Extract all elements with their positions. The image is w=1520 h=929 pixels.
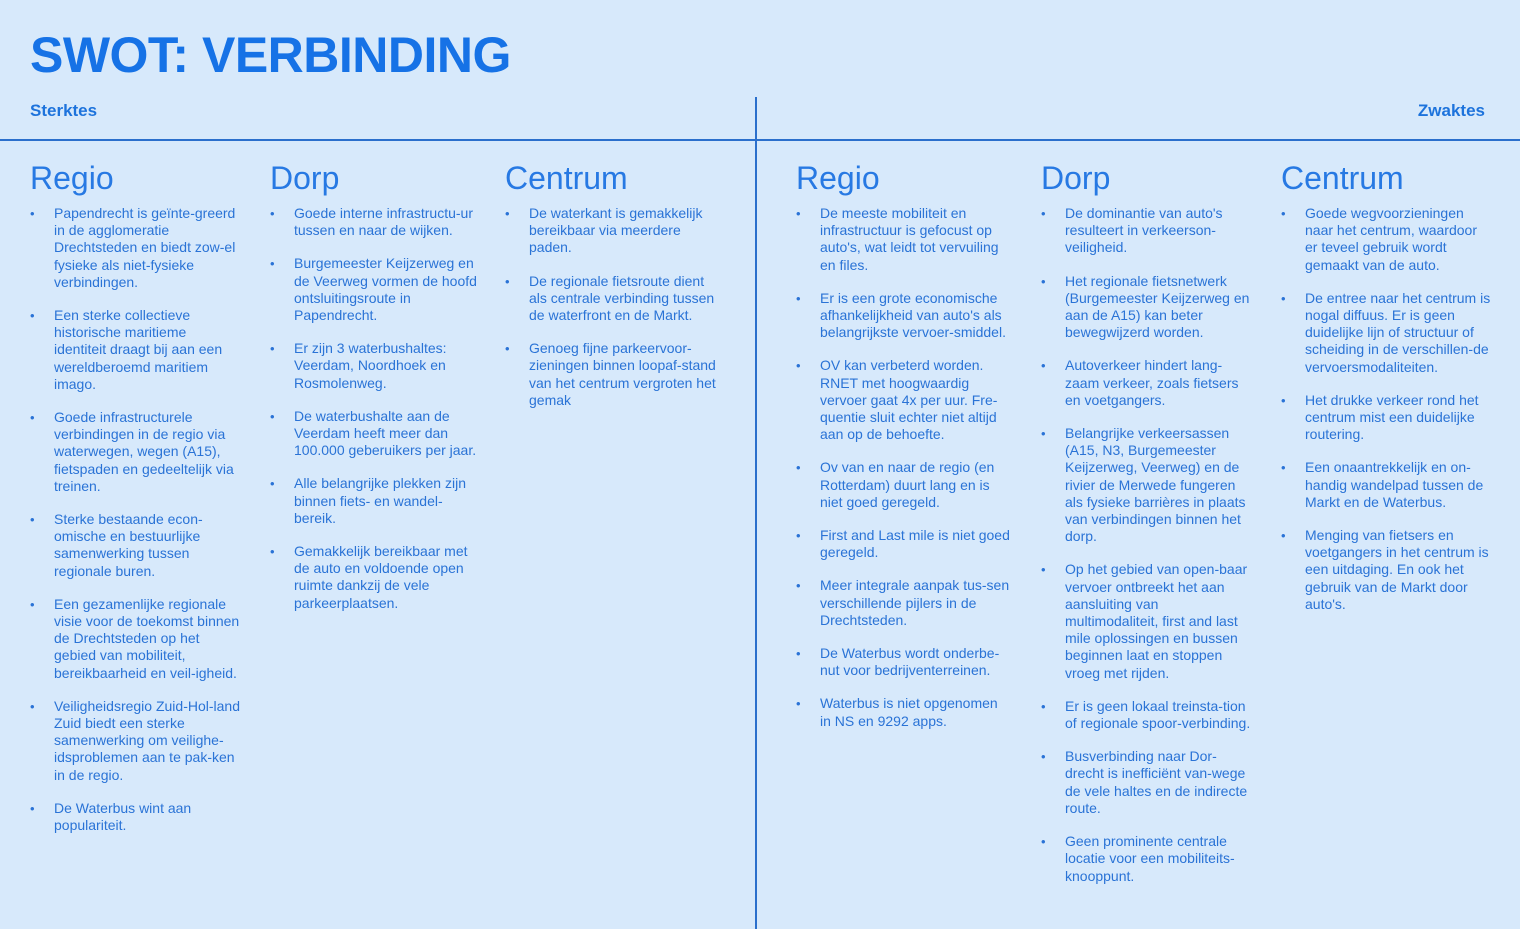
list-item — [30, 307, 242, 393]
list-item-text: De regionale fietsroute dient als centrale verbinding tussen de waterfront en de Markt. — [529, 272, 715, 324]
bullet-icon: • — [505, 341, 510, 357]
list-item-text: De waterbushalte aan de Veerdam heeft meer dan 100.000 geberuikers per jaar. — [294, 407, 477, 459]
column-heading: Centrum — [1281, 160, 1404, 196]
list-item-text: Belangrijke verkeersassen (A15, N3, Burgemeester Keijzerweg, Veerweg) en de rivier de Merwede fungeren als fysieke barrières in plaats van verbindingen binnen het dorp. — [1065, 425, 1246, 545]
list-item-text: De dominantie van auto's resulteert in verkeerson-veiligheid. — [1065, 205, 1223, 256]
list-item-text: Goede wegvoorzieningen naar het centrum, waardoor er teveel gebruik wordt gemaakt van de auto. — [1305, 205, 1477, 273]
list-item — [1281, 527, 1491, 613]
list-item — [1281, 459, 1491, 511]
list-item — [796, 459, 1011, 511]
bullet-icon: • — [1281, 460, 1286, 476]
list-item-text: Waterbus is niet opgenomen in NS en 9292 apps. — [820, 695, 998, 729]
column-zwaktes-dorp — [1041, 158, 1253, 901]
list-item — [505, 273, 720, 325]
list-item — [1041, 698, 1253, 732]
horizontal-divider — [0, 139, 1520, 141]
bullet-icon: • — [796, 460, 801, 476]
bullet-icon: • — [1281, 206, 1286, 221]
list-item — [1041, 357, 1253, 409]
bullet-icon: • — [30, 206, 35, 221]
column-heading: Dorp — [1041, 160, 1111, 196]
list-item — [270, 205, 480, 239]
list-item-text: Een onaantrekkelijk en on-handig wandelpad tussen de Markt en de Waterbus. — [1305, 459, 1484, 510]
bullet-icon: • — [30, 698, 35, 714]
bullet-icon: • — [1041, 206, 1046, 221]
bullet-list — [796, 205, 1011, 730]
section-label-zwaktes: Zwaktes — [1417, 101, 1485, 120]
list-item — [796, 645, 1011, 679]
list-item — [1041, 425, 1253, 545]
list-item — [30, 596, 242, 682]
list-item — [1041, 561, 1253, 681]
list-item-text: Goede infrastructurele verbindingen in de regio via waterwegen, wegen (A15), fietspaden en gedeeltelijk via treinen. — [54, 409, 234, 494]
bullet-icon: • — [1041, 358, 1046, 374]
list-item — [30, 698, 242, 784]
column-zwaktes-centrum — [1281, 158, 1491, 629]
bullet-icon: • — [1041, 749, 1046, 765]
bullet-icon: • — [796, 528, 801, 544]
bullet-list — [505, 205, 720, 409]
list-item-text: Burgemeester Keijzerweg en de Veerweg vormen de hoofd ontsluitingsroute in Papendrecht. — [294, 255, 477, 324]
column-sterktes-centrum — [505, 158, 720, 425]
bullet-icon: • — [796, 646, 801, 662]
bullet-icon: • — [1041, 426, 1046, 442]
bullet-list — [270, 205, 480, 612]
list-item-text: Goede interne infrastructu-ur tussen en naar de wijken. — [294, 205, 473, 239]
bullet-icon: • — [30, 800, 35, 816]
list-item-text: Busverbinding naar Dor-drecht is inefficiënt van-wege de vele haltes en de indirecte route. — [1065, 748, 1248, 816]
list-item — [1041, 205, 1253, 257]
bullet-icon: • — [1281, 392, 1286, 408]
list-item-text: Autoverkeer hindert lang-zaam verkeer, zoals fietsers en voetgangers. — [1065, 357, 1239, 408]
list-item-text: Meer integrale aanpak tus-sen verschillende pijlers in de Drechtsteden. — [820, 577, 1010, 628]
list-item-text: De waterkant is gemakkelijk bereikbaar via meerdere paden. — [529, 205, 703, 256]
list-item-text: Een gezamenlijke regionale visie voor de toekomst binnen de Drechtsteden op het gebied van mobiliteit, bereikbaarheid en veil-igheid. — [54, 595, 240, 681]
list-item — [796, 527, 1011, 561]
list-item — [1281, 290, 1491, 376]
list-item-text: Gemakkelijk bereikbaar met de auto en voldoende open ruimte dankzij de vele parkeerplaatsen. — [294, 543, 468, 611]
list-item — [1281, 392, 1491, 444]
list-item-text: Een sterke collectieve historische maritieme identiteit draagt bij aan een wereldberoemd maritiem imago. — [54, 307, 223, 392]
vertical-divider — [755, 97, 757, 929]
list-item — [30, 205, 242, 291]
column-sterktes-dorp — [270, 158, 480, 628]
list-item — [30, 511, 242, 580]
list-item — [796, 205, 1011, 274]
bullet-icon: • — [505, 206, 510, 221]
list-item — [270, 543, 480, 612]
bullet-list — [1041, 205, 1253, 885]
bullet-icon: • — [796, 696, 801, 712]
list-item-text: Er zijn 3 waterbushaltes: Veerdam, Noordhoek en Rosmolenweg. — [294, 340, 447, 391]
list-item-text: Veiligheidsregio Zuid-Hol-land Zuid biedt een sterke samenwerking om veilighe-idsproblemen aan te pak-ken in de regio. — [54, 697, 240, 783]
list-item-text: Er is geen lokaal treinsta-tion of regionale spoor-verbinding. — [1065, 697, 1251, 732]
bullet-icon: • — [270, 476, 275, 492]
bullet-icon: • — [796, 206, 801, 221]
list-item — [270, 340, 480, 392]
column-heading: Regio — [796, 160, 880, 196]
bullet-icon: • — [796, 290, 801, 306]
list-item — [1281, 205, 1491, 274]
bullet-icon: • — [505, 273, 510, 289]
list-item — [270, 255, 480, 324]
column-heading: Dorp — [270, 160, 340, 196]
column-zwaktes-regio — [796, 158, 1011, 746]
list-item — [1041, 833, 1253, 885]
bullet-icon: • — [30, 596, 35, 612]
list-item-text: Sterke bestaande econ-omische en bestuurlijke samenwerking tussen regionale buren. — [54, 511, 203, 579]
bullet-icon: • — [1041, 698, 1046, 714]
list-item — [796, 290, 1011, 342]
bullet-icon: • — [30, 308, 35, 324]
list-item-text: Op het gebied van open-baar vervoer ontbreekt het aan aansluiting van multimodaliteit, first and last mile oplossingen en bussen beginnen laat en stoppen vroeg met rijden. — [1065, 561, 1248, 681]
list-item-text: Menging van fietsers en voetgangers in het centrum is een uitdaging. En ook het gebruik van de Markt door auto's. — [1305, 527, 1489, 612]
list-item — [796, 577, 1011, 629]
list-item-text: First and Last mile is niet goed geregeld. — [820, 527, 1010, 561]
bullet-list — [1281, 205, 1491, 613]
list-item — [505, 340, 720, 409]
bullet-icon: • — [30, 512, 35, 528]
column-sterktes-regio — [30, 158, 242, 850]
bullet-icon: • — [270, 341, 275, 357]
list-item — [796, 357, 1011, 443]
list-item-text: Alle belangrijke plekken zijn binnen fiets- en wandel-bereik. — [294, 475, 466, 526]
list-item — [505, 205, 720, 257]
list-item-text: Papendrecht is geïnte-greerd in de agglomeratie Drechtsteden en biedt zow-el fysieke als niet-fysieke verbindingen. — [54, 205, 236, 290]
list-item-text: De Waterbus wint aan populariteit. — [54, 799, 192, 834]
list-item — [1041, 748, 1253, 817]
list-item-text: Ov van en naar de regio (en Rotterdam) duurt lang en is niet goed geregeld. — [820, 459, 995, 510]
bullet-icon: • — [270, 206, 275, 221]
bullet-icon: • — [270, 256, 275, 272]
page-title: SWOT: VERBINDING — [30, 27, 511, 83]
list-item-text: OV kan verbeterd worden. RNET met hoogwaardig vervoer gaat 4x per uur. Fre-quentie sluit echter niet altijd aan op de behoefte. — [820, 357, 998, 443]
list-item-text: De Waterbus wordt onderbe-nut voor bedrijventerreinen. — [820, 645, 1000, 679]
list-item-text: Het drukke verkeer rond het centrum mist een duidelijke routering. — [1305, 391, 1479, 443]
list-item — [270, 475, 480, 527]
column-heading: Centrum — [505, 160, 628, 196]
bullet-icon: • — [796, 358, 801, 374]
bullet-icon: • — [1041, 834, 1046, 850]
list-item — [1041, 273, 1253, 342]
list-item-text: De entree naar het centrum is nogal diffuus. Er is geen duidelijke lijn of structuur of scheiding in de verschillen-de vervoersmodaliteiten. — [1305, 289, 1491, 375]
bullet-icon: • — [30, 410, 35, 426]
list-item — [30, 800, 242, 834]
list-item — [30, 409, 242, 495]
list-item — [270, 408, 480, 460]
list-item-text: De meeste mobiliteit en infrastructuur is gefocust op auto's, wat leidt tot vervuiling en files. — [820, 205, 999, 273]
list-item-text: Geen prominente centrale locatie voor een mobiliteits-knooppunt. — [1065, 833, 1235, 884]
bullet-icon: • — [1041, 273, 1046, 289]
bullet-icon: • — [796, 578, 801, 594]
list-item-text: Het regionale fietsnetwerk (Burgemeester Keijzerweg en aan de A15) kan beter bewegwijzerd worden. — [1065, 272, 1250, 341]
section-label-sterktes: Sterktes — [30, 101, 98, 120]
bullet-list — [30, 205, 242, 834]
bullet-icon: • — [1041, 562, 1046, 578]
list-item-text: Genoeg fijne parkeervoor-zieningen binnen loopaf-stand van het centrum vergroten het gemak — [529, 340, 716, 408]
bullet-icon: • — [270, 544, 275, 560]
list-item — [796, 695, 1011, 729]
bullet-icon: • — [1281, 290, 1286, 306]
bullet-icon: • — [1281, 528, 1286, 544]
list-item-text: Er is een grote economische afhankelijkheid van auto's als belangrijkste vervoer-smiddel. — [820, 289, 1006, 341]
column-heading: Regio — [30, 160, 114, 196]
bullet-icon: • — [270, 408, 275, 424]
